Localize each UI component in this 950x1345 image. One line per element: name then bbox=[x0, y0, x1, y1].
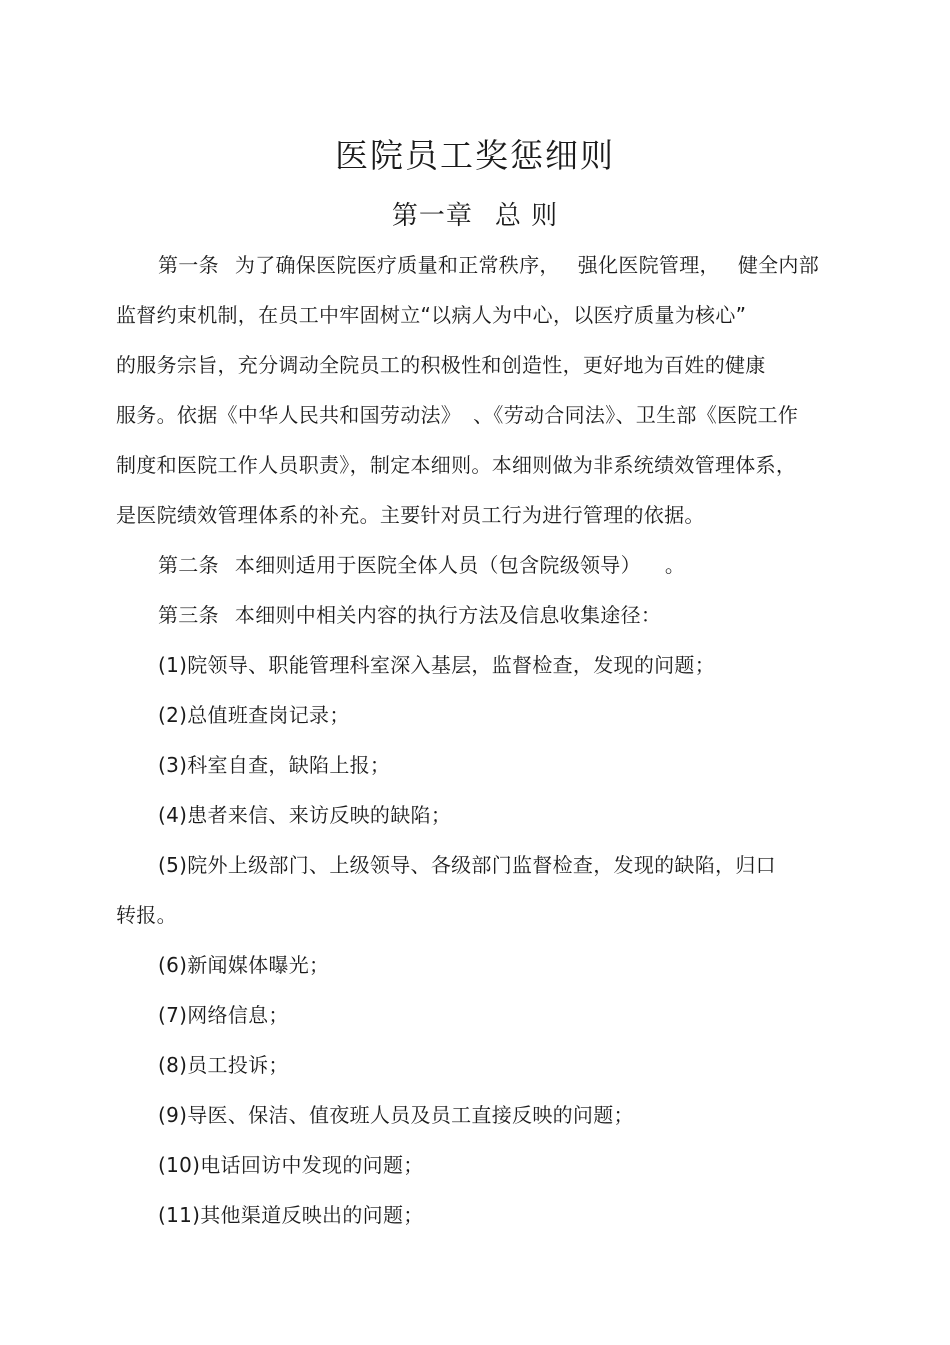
chapter-heading bbox=[0, 198, 950, 234]
article-1-text-seg2: 强化医院管理， bbox=[577, 253, 720, 277]
article-1-line-1 bbox=[158, 251, 819, 279]
article-1-line-2: 监督约束机制，在员工中牢固树立“以病人为中心，以医疗质量为核心” bbox=[116, 303, 747, 327]
article-2-number: 第二条 bbox=[158, 553, 219, 577]
list-item: (1)院领导、职能管理科室深入基层，监督检查，发现的问题； bbox=[158, 653, 716, 677]
list-item: (10)电话回访中发现的问题； bbox=[158, 1153, 424, 1177]
article-1-line-4b: 、《劳动合同法》、卫生部《医院工作 bbox=[473, 403, 799, 427]
article-1-line-4a: 服务。依据《中华人民共和国劳动法》 bbox=[116, 403, 462, 427]
article-2 bbox=[158, 551, 685, 579]
article-1-line-5: 制度和医院工作人员职责》，制定本细则。本细则做为非系统绩效管理体系， bbox=[116, 453, 797, 477]
chapter-name: 总 则 bbox=[494, 201, 559, 231]
list-item: (8)员工投诉； bbox=[158, 1053, 289, 1077]
article-1-line-4 bbox=[116, 401, 798, 429]
article-1-line-6: 是医院绩效管理体系的补充。主要针对员工行为进行管理的依据。 bbox=[116, 503, 705, 527]
list-item: (2)总值班查岗记录； bbox=[158, 703, 350, 727]
article-3-text: 本细则中相关内容的执行方法及信息收集途径： bbox=[234, 603, 662, 627]
list-item: (4)患者来信、来访反映的缺陷； bbox=[158, 803, 452, 827]
list-item: (11)其他渠道反映出的问题； bbox=[158, 1203, 424, 1227]
chapter-label: 第一章 bbox=[391, 201, 473, 231]
article-3 bbox=[158, 601, 661, 629]
article-1-text-seg1: 为了确保医院医疗质量和正常秩序， bbox=[234, 253, 560, 277]
article-1-number: 第一条 bbox=[158, 253, 219, 277]
list-item: (9)导医、保洁、值夜班人员及员工直接反映的问题； bbox=[158, 1103, 634, 1127]
list-item: (7)网络信息； bbox=[158, 1003, 289, 1027]
list-item: (3)科室自查，缺陷上报； bbox=[158, 753, 391, 777]
list-item: (5)院外上级部门、上级领导、各级部门监督检查，发现的缺陷，归口 bbox=[158, 853, 776, 877]
article-2-text: 本细则适用于医院全体人员（包含院级领导） bbox=[234, 553, 641, 577]
document-title: 医院员工奖惩细则 bbox=[335, 136, 615, 175]
article-1-text-seg3: 健全内部 bbox=[737, 253, 820, 277]
list-item: (6)新闻媒体曝光； bbox=[158, 953, 330, 977]
article-2-end: 。 bbox=[664, 553, 686, 577]
list-item-continuation: 转报。 bbox=[116, 903, 177, 927]
article-1-line-3: 的服务宗旨，充分调动全院员工的积极性和创造性，更好地为百姓的健康 bbox=[116, 353, 766, 377]
article-3-number: 第三条 bbox=[158, 603, 219, 627]
